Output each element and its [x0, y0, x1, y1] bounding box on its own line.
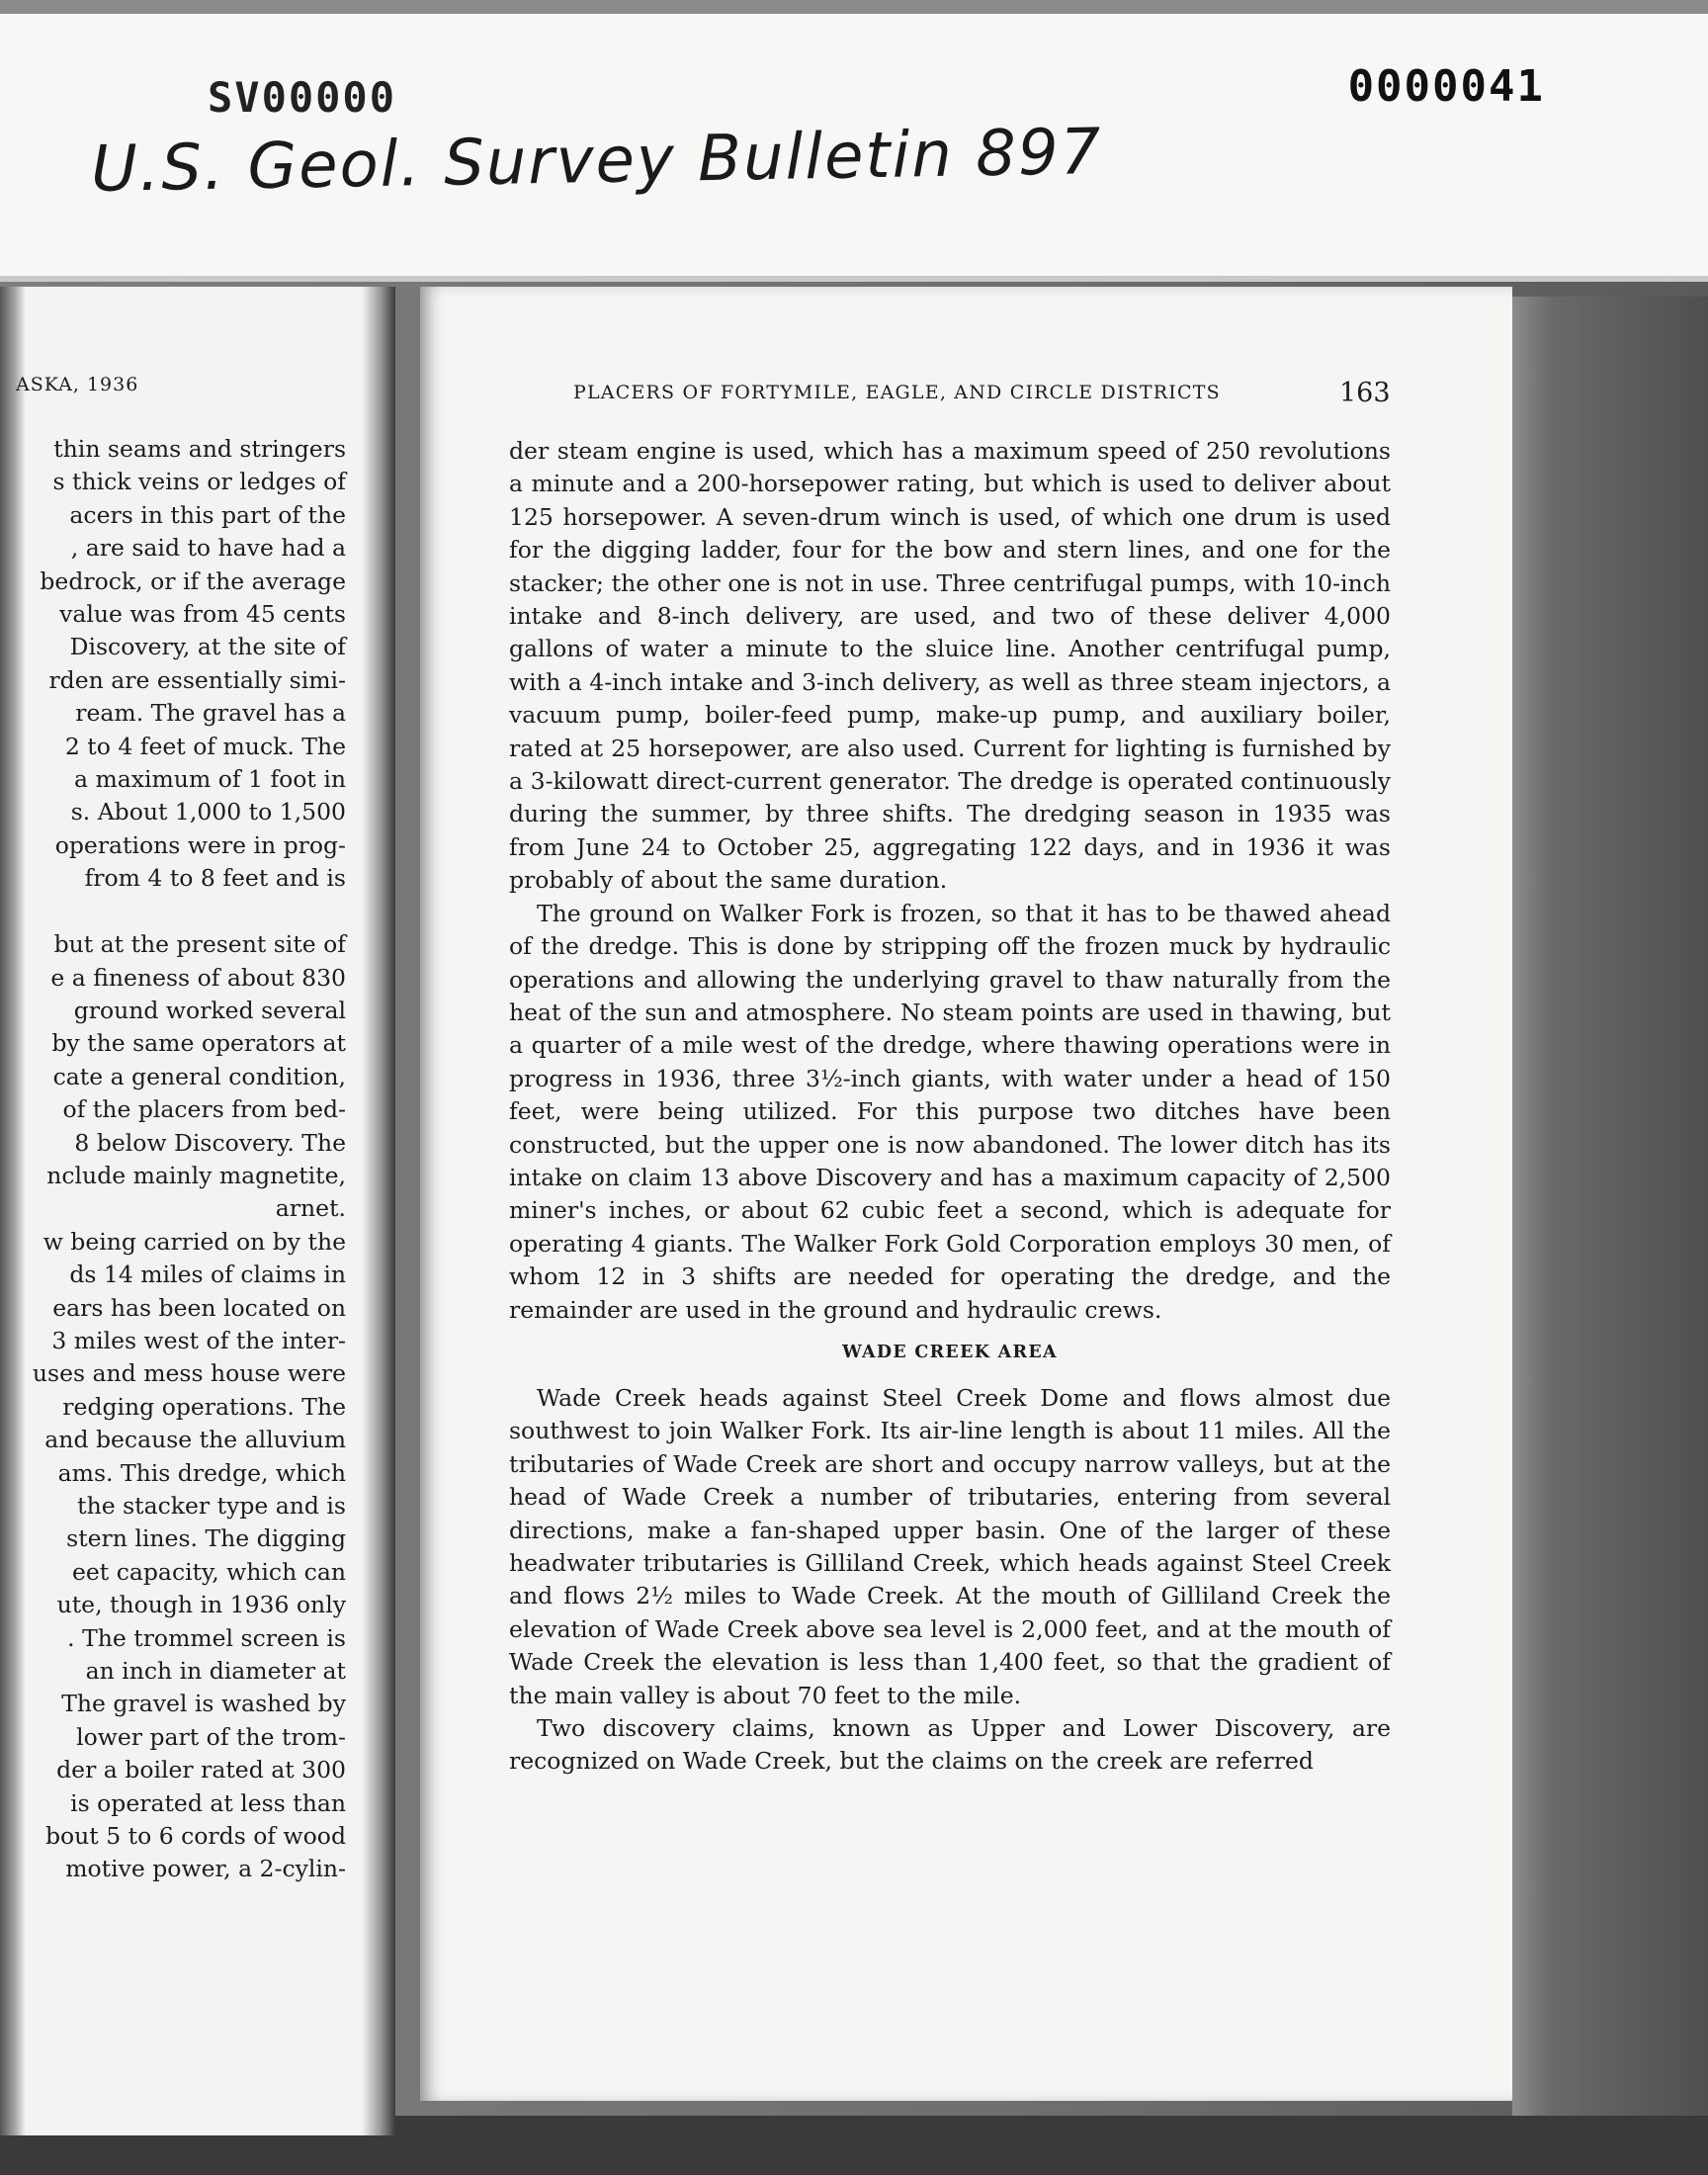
left-line: and because the alluvium — [44, 1426, 346, 1454]
left-line: , are said to have had a — [70, 534, 346, 563]
left-line: but at the present site of — [53, 930, 346, 959]
left-line: operations were in prog- — [54, 830, 346, 859]
left-line — [33, 896, 346, 928]
paragraph-2: The ground on Walker Fork is frozen, so that it has to be thawed ahead of the dredge. This is done by stripping off the frozen muck by hydraulic operations and allowing the underlying gravel to thaw naturally from the heat of the sun and atmosphere. No steam points are used in thawing, but a quarter of a mile west of the dredge, where thawing operations were in progress in 1936, three 3½-inch giants, with water under a head of 150 feet, were being utilized. For this purpose two ditches have been constructed, but the upper one is now abandoned. The lower ditch has its intake on claim 13 above Discovery and has a maximum capacity of 2,500 miner's inches, or about 62 cubic feet a second, which is adequate for operating 4 giants. The Walker Fork Gold Corporation employs 30 men, of whom 12 in 3 shifts are needed for operating the dredge, and the remainder are used in the ground and hydraulic crews. — [509, 899, 1391, 1324]
left-line: der a boiler rated at 300 — [56, 1756, 346, 1784]
left-line: bout 5 to 6 cords of wood — [44, 1822, 346, 1851]
left-line: 3 miles west of the inter- — [51, 1326, 346, 1354]
left-line: by the same operators at — [51, 1029, 346, 1058]
left-line: uses and mess house were — [32, 1359, 346, 1388]
left-line: lower part of the trom- — [76, 1722, 346, 1751]
left-line: acers in this part of the — [69, 500, 346, 529]
label-strip — [0, 0, 1708, 282]
main-page — [420, 287, 1512, 2101]
left-line: 2 to 4 feet of muck. The — [64, 732, 346, 760]
left-line: s. About 1,000 to 1,500 — [70, 798, 346, 826]
left-line: . The trommel screen is — [67, 1623, 346, 1652]
left-line: 8 below Discovery. The — [74, 1128, 346, 1157]
left-line: arnet. — [275, 1194, 346, 1223]
right-shadow — [1512, 297, 1708, 2116]
left-line: is operated at less than — [70, 1788, 346, 1817]
left-line: eet capacity, which can — [71, 1557, 346, 1586]
left-line: bedrock, or if the average — [40, 566, 346, 595]
left-gutter — [362, 287, 395, 2135]
left-line: ream. The gravel has a — [75, 699, 346, 728]
left-page — [0, 287, 395, 2135]
left-line: ears has been located on — [52, 1293, 346, 1322]
left-line: from 4 to 8 feet and is — [84, 864, 346, 893]
paragraph-4: Two discovery claims, known as Upper and Lower Discovery, are recognized on Wade Creek, but the claims on the creek are referred — [509, 1714, 1391, 1776]
left-line: The gravel is washed by — [61, 1690, 346, 1718]
stamp-right: 0000041 — [1347, 61, 1545, 112]
left-line: ams. This dredge, which — [57, 1458, 346, 1487]
left-line: w being carried on by the — [43, 1227, 346, 1256]
running-head: PLACERS OF FORTYMILE, EAGLE, AND CIRCLE DISTRICTS — [573, 382, 1221, 403]
left-line: e a fineness of about 830 — [50, 963, 346, 992]
stamp-left: SV00000 — [208, 73, 397, 122]
left-line: of the placers from bed- — [62, 1095, 346, 1124]
section-heading: WADE CREEK AREA — [842, 1342, 1058, 1362]
left-running-head: ASKA, 1936 — [16, 374, 139, 395]
left-line: cate a general condition, — [52, 1062, 346, 1090]
main-text — [509, 435, 1391, 1779]
page-number: 163 — [1339, 378, 1391, 408]
paragraph-3: Wade Creek heads against Steel Creek Dome and flows almost due southwest to join Walker Fork. Its air-line length is about 11 miles. All the tributaries of Wade Creek are short and occupy narrow valleys, but at the head of Wade Creek a number of tributaries, entering from several directions, make a fan-shaped upper basin. One of the larger of these headwater tributaries is Gilliland Creek, which heads against Steel Creek and flows 2½ miles to Wade Creek. At the mouth of Gilliland Creek the elevation of Wade Creek above sea level is 2,000 feet, and at the mouth of Wade Creek the elevation is less than 1,400 feet, so that the gradient of the main valley is about 70 feet to the mile. — [509, 1383, 1391, 1709]
left-line: the stacker type and is — [77, 1492, 346, 1520]
left-line: redging operations. The — [62, 1392, 346, 1421]
paragraph-1: der steam engine is used, which has a maximum speed of 250 revolutions a minute and a 200-horsepower rating, but which is used to deliver about 125 horsepower. A seven-drum winch is used, of which one drum is used for the digging ladder, four for the bow and stern lines, and one for the stacker; the other one is not in use. Three centrifugal pumps, with 10-inch intake and 8-inch delivery, are used, and two of these deliver 4,000 gallons of water a minute to the sluice line. Another centrifugal pump, with a 4-inch intake and 3-inch delivery, as well as three steam injectors, a vacuum pump, boiler-feed pump, make-up pump, and auxiliary boiler, rated at 25 horsepower, are also used. Current for lighting is furnished by a 3-kilowatt direct-current generator. The dredge is operated continuously during the summer, by three shifts. The dredging season in 1935 was from June 24 to October 25, aggregating 122 days, and in 1936 it was probably of about the same duration. — [509, 437, 1391, 895]
handwritten-title: U.S. Geol. Survey Bulletin 897 — [90, 116, 1103, 207]
left-line: thin seams and stringers — [53, 435, 346, 463]
left-line: a maximum of 1 foot in — [73, 765, 346, 794]
left-line: ute, though in 1936 only — [56, 1591, 346, 1619]
left-page-edge — [0, 287, 26, 2135]
left-line: ground worked several — [73, 996, 346, 1024]
left-line: an inch in diameter at — [85, 1657, 346, 1686]
left-line: motive power, a 2-cylin- — [65, 1855, 346, 1883]
left-line: stern lines. The digging — [66, 1524, 346, 1553]
left-line: ds 14 miles of claims in — [69, 1261, 346, 1289]
left-line: value was from 45 cents — [59, 600, 346, 629]
left-line: rden are essentially simi- — [48, 665, 346, 694]
left-line: s thick veins or ledges of — [52, 468, 346, 496]
left-page-text — [33, 433, 346, 1886]
left-line: nclude mainly magnetite, — [46, 1161, 346, 1189]
left-line: Discovery, at the site of — [69, 633, 346, 661]
